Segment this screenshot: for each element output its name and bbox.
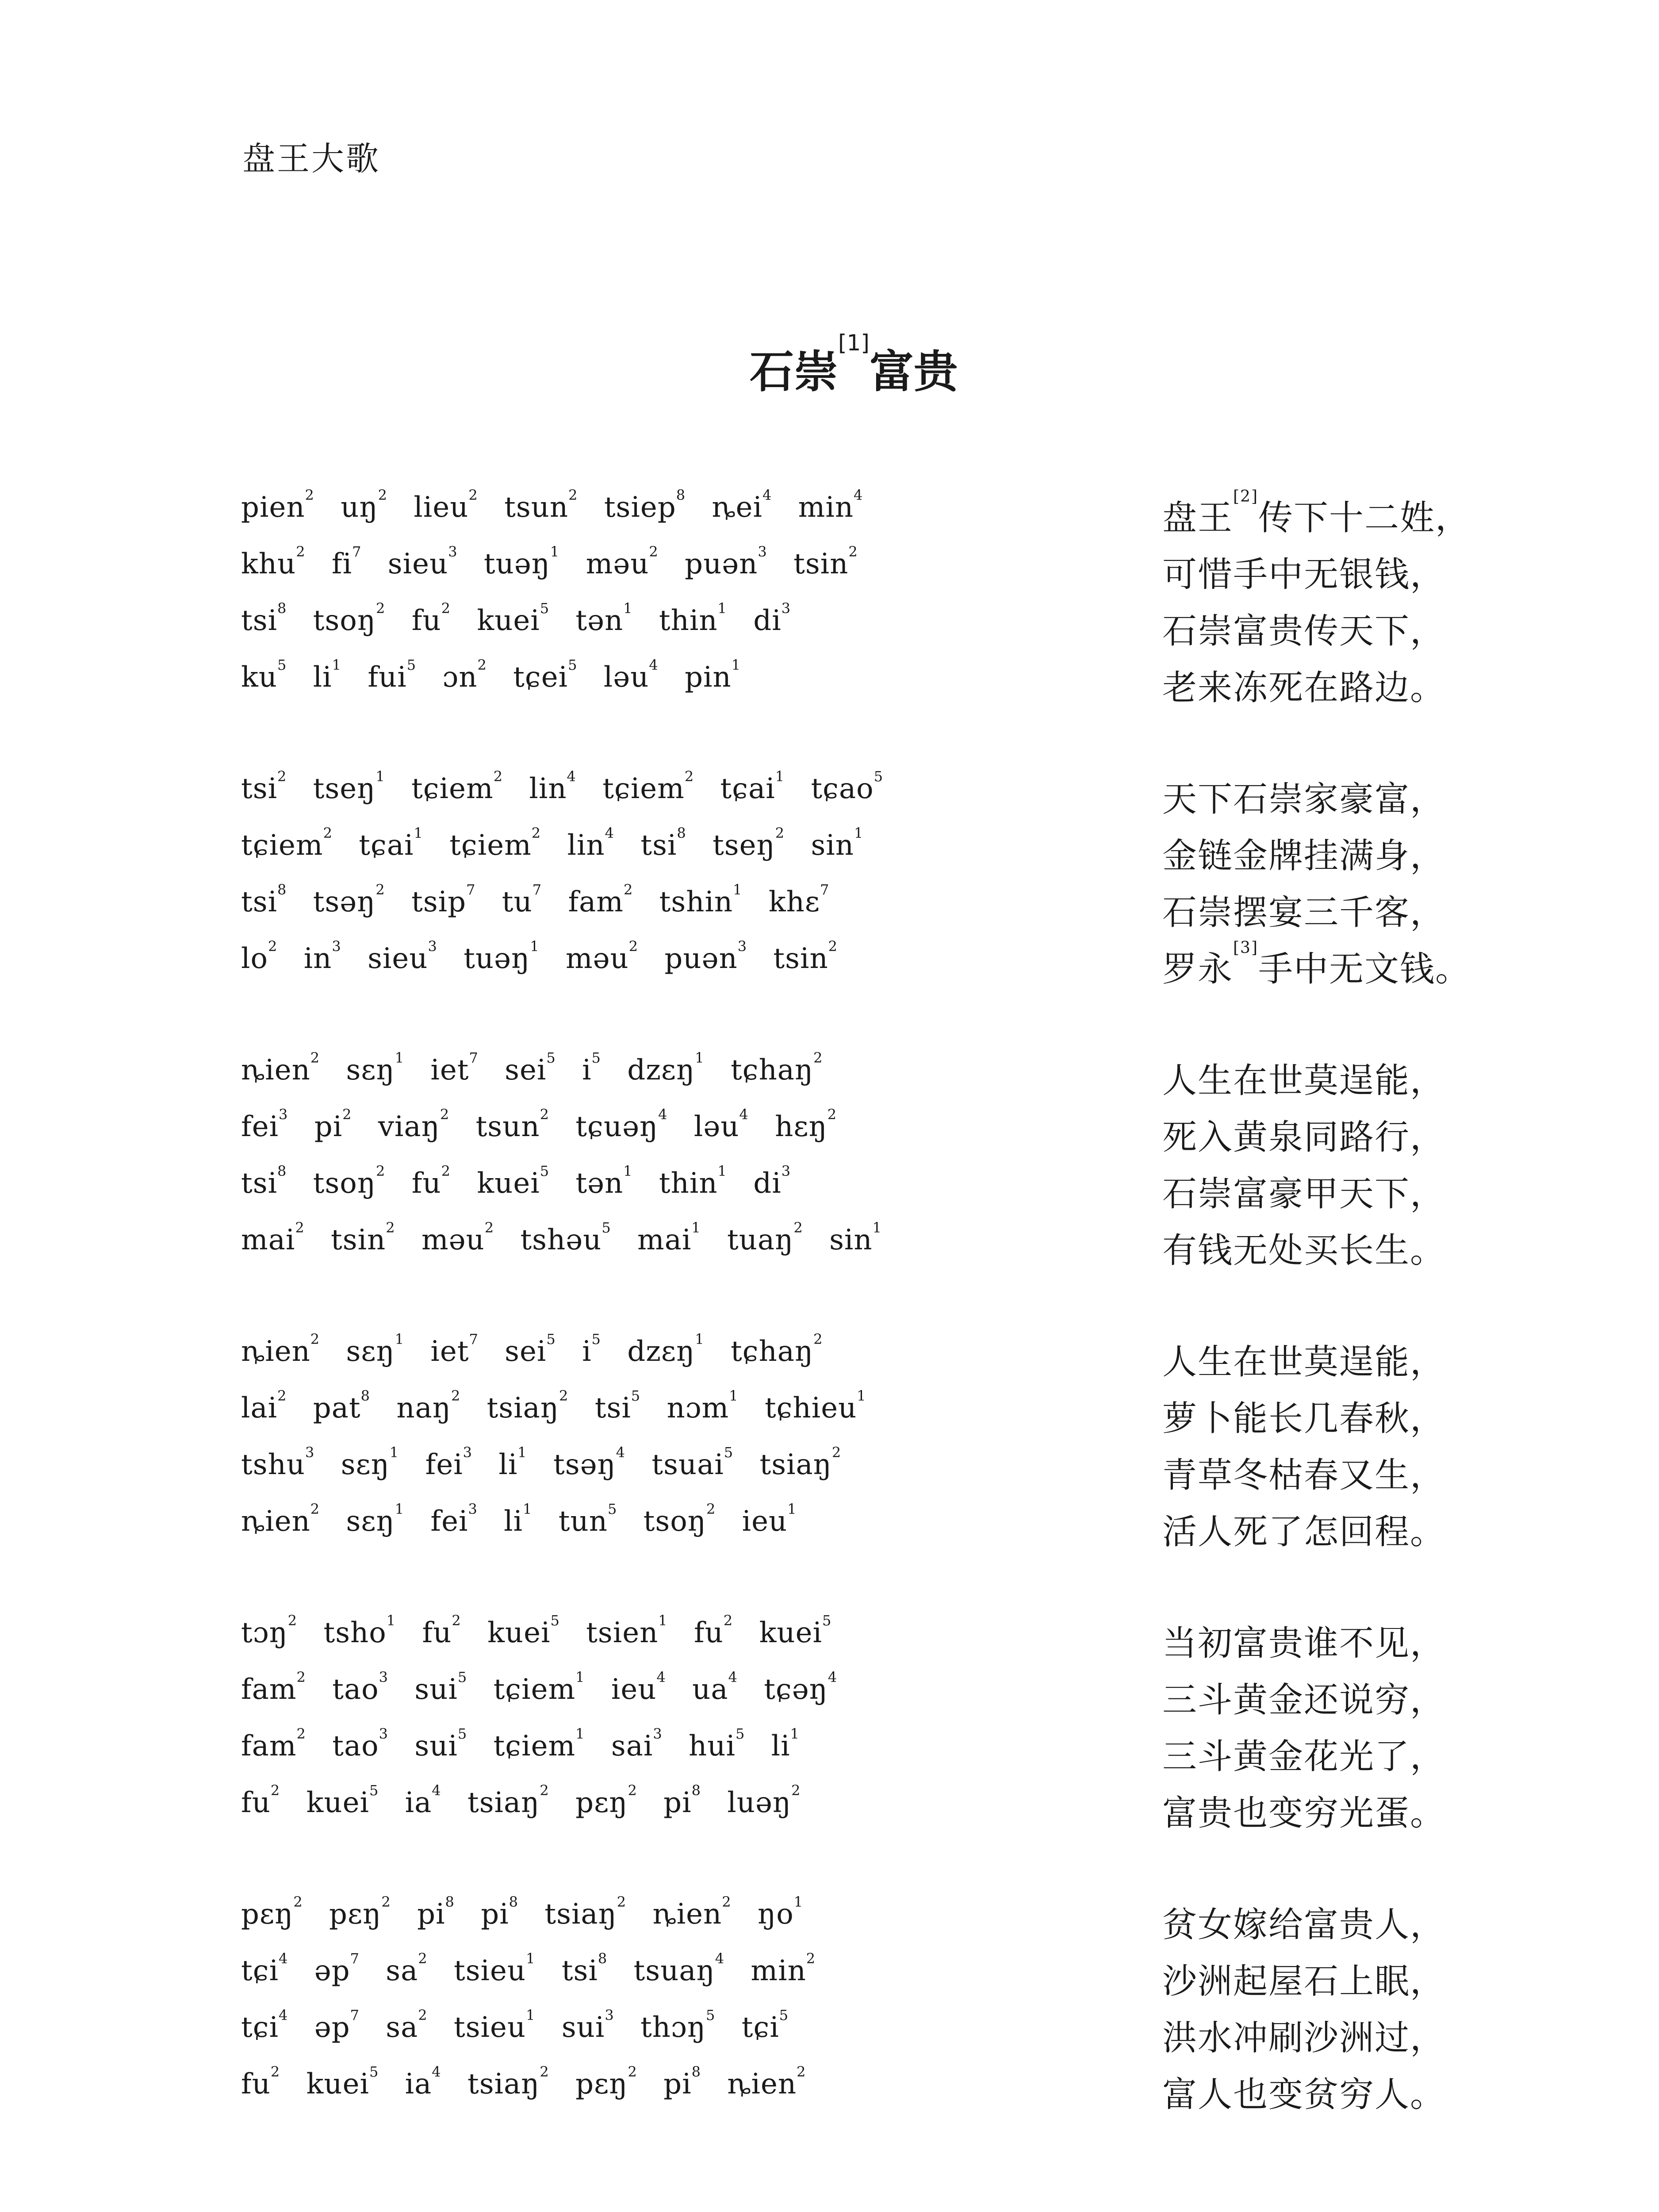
romanized-line: lai$^2$ pat$^8$ naŋ$^2$ tsiaŋ$^2$ tsi$^5$ nɔm$^1$ tɕhieu$^1$ [241,1387,866,1425]
romanized-line: tsi$^2$ tseŋ$^1$ tɕiem$^2$ lin$^4$ tɕiem$^2$ tɕai$^1$ tɕao$^5$ [241,768,884,805]
chinese-line: 有钱无处买长生。 [1162,1231,1446,1271]
verse-line [0,825,1659,886]
romanized-line: $fu^2$ kuei$^5$ $ia^4$ tsiaŋ$^2$ pɛŋ$^2$ $pi^8$ ȵien$^2$ [241,2063,806,2101]
romanized-line: pien$^2$ $uŋ^2$ lieu$^2$ tsun$^2$ tsiep$^8$ ȵei$^4$ $\min^4$ [241,487,863,524]
chinese-line: 石崇富贵传天下， [1162,611,1446,651]
verse-line [0,2007,1659,2068]
chinese-line: 人生在世莫逞能， [1162,1061,1446,1101]
chinese-line: 当初富贵谁不见， [1162,1624,1446,1663]
chinese-line: 富人也变贫穷人。 [1162,2075,1446,2115]
chinese-line: 洪水冲刷沙洲过， [1162,2018,1446,2058]
verse-line [0,1387,1659,1448]
romanized-line: tɕi$^4$ əp$^7$ $sa^2$ tsieu$^1$ tsi$^8$ tsuaŋ$^4$ $\min^2$ [241,1950,816,1987]
chinese-line: 金链金牌挂满身， [1162,836,1446,876]
verse-line [0,543,1659,604]
chinese-line: 石崇摆宴三千客， [1162,893,1446,933]
verse-line [0,1612,1659,1673]
romanized-line: $lo^2$ $in^3$ sieu$^3$ tuəŋ$^1$ məu$^2$ puən$^3$ tsin$^2$ [241,938,838,975]
chinese-line: 三斗黄金花光了， [1162,1737,1446,1777]
title-text: 石崇 [750,346,838,398]
running-header: 盘王大歌 [242,140,380,178]
title-footnote-ref: [1] [838,330,870,356]
verse-line [0,1219,1659,1280]
romanized-line: tshu$^3$ sɛŋ$^1$ fei$^3$ $li^1$ tsəŋ$^4$ tsuai$^5$ tsiaŋ$^2$ [241,1444,842,1481]
chinese-line: 萝卜能长几春秋， [1162,1399,1446,1439]
chinese-line: 三斗黄金还说穷， [1162,1680,1446,1720]
romanized-line: $ku^5$ $li^1$ fui$^5$ ɔn$^2$ tɕei$^5$ ləu$^4$ pin$^1$ [241,657,741,694]
chinese-line: 罗永[3]手中无文钱。 [1162,939,1471,989]
romanized-line: tɔŋ$^2$ tsho$^1$ $fu^2$ kuei$^5$ tsien$^1$ $fu^2$ kuei$^5$ [241,1612,832,1649]
chinese-line: 贫女嫁给富贵人， [1162,1905,1446,1945]
verse-line [0,1782,1659,1843]
romanized-line: khu$^2$ $fi^7$ sieu$^3$ tuəŋ$^1$ məu$^2$ puən$^3$ tsin$^2$ [241,543,858,580]
chinese-line: 死入黄泉同路行， [1162,1118,1446,1157]
romanized-line: fam$^2$ tao$^3$ sui$^5$ tɕiem$^1$ ieu$^4$ $ua^4$ tɕəŋ$^4$ [241,1669,838,1706]
verse-line [0,600,1659,661]
romanized-line: ȵien$^2$ sɛŋ$^1$ iet$^7$ sei$^5$ $i^5$ dzɛŋ$^1$ tɕhaŋ$^2$ [241,1049,823,1087]
chinese-line: 富贵也变穷光蛋。 [1162,1793,1446,1833]
chinese-line: 沙洲起屋石上眠， [1162,1962,1446,2001]
romanized-line: tsi$^8$ tsəŋ$^2$ tsip$^7$ $tu^7$ fam$^2$ tshin$^1$ khɛ$^7$ [241,881,830,918]
chinese-line: 盘王[2]传下十二姓， [1162,488,1471,538]
verse-line [0,1444,1659,1505]
romanized-line: mai$^2$ tsin$^2$ məu$^2$ tshəu$^5$ mai$^1$ tuaŋ$^2$ $\sin^1$ [241,1219,882,1256]
chinese-line: 青草冬枯春又生， [1162,1455,1446,1495]
verse-line [0,881,1659,942]
chinese-line: 可惜手中无银钱， [1162,555,1446,595]
verse-line [0,1725,1659,1786]
verse-line [0,1501,1659,1562]
romanized-line: pɛŋ$^2$ pɛŋ$^2$ $pi^8$ $pi^8$ tsiaŋ$^2$ ȵien$^2$ $ŋo^1$ [241,1893,804,1931]
verse-line [0,1049,1659,1110]
chinese-line: 石崇富豪甲天下， [1162,1174,1446,1214]
romanized-line: ȵien$^2$ sɛŋ$^1$ iet$^7$ sei$^5$ $i^5$ dzɛŋ$^1$ tɕhaŋ$^2$ [241,1331,823,1368]
verse-line [0,2063,1659,2124]
title-text-after: 富贵 [869,346,958,398]
verse-line [0,487,1659,548]
romanized-line: ȵien$^2$ sɛŋ$^1$ fei$^3$ $li^1$ tun$^5$ tsoŋ$^2$ ieu$^1$ [241,1501,797,1538]
verse-line [0,1163,1659,1224]
chinese-line: 人生在世莫逞能， [1162,1342,1446,1382]
romanized-line: fam$^2$ tao$^3$ sui$^5$ tɕiem$^1$ sai$^3$ hui$^5$ $li^1$ [241,1725,800,1763]
verse-line [0,1950,1659,2011]
verse-line [0,1106,1659,1167]
verse-line [0,768,1659,829]
poem-title [750,330,958,400]
chinese-line: 天下石崇家豪富， [1162,780,1446,819]
verse-line [0,657,1659,718]
romanized-line: tɕiem$^2$ tɕai$^1$ tɕiem$^2$ lin$^4$ tsi$^8$ tseŋ$^2$ $\sin^1$ [241,825,864,862]
romanized-line: fei$^3$ $pi^2$ viaŋ$^2$ tsun$^2$ tɕuəŋ$^4$ ləu$^4$ hɛŋ$^2$ [241,1106,837,1143]
romanized-line: $fu^2$ kuei$^5$ $ia^4$ tsiaŋ$^2$ pɛŋ$^2$ $pi^8$ luəŋ$^2$ [241,1782,801,1819]
verse-line [0,1893,1659,1955]
verse-line [0,938,1659,999]
romanized-line: tsi$^8$ tsoŋ$^2$ $fu^2$ kuei$^5$ tən$^1$ thin$^1$ $di^3$ [241,1163,791,1200]
verse-line [0,1669,1659,1730]
verse-line [0,1331,1659,1392]
romanized-line: tsi$^8$ tsoŋ$^2$ $fu^2$ kuei$^5$ tən$^1$ thin$^1$ $di^3$ [241,600,791,637]
chinese-line: 老来冻死在路边。 [1162,668,1446,708]
chinese-line: 活人死了怎回程。 [1162,1512,1446,1552]
romanized-line: tɕi$^4$ əp$^7$ $sa^2$ tsieu$^1$ sui$^3$ thɔŋ$^5$ tɕi$^5$ [241,2007,789,2044]
